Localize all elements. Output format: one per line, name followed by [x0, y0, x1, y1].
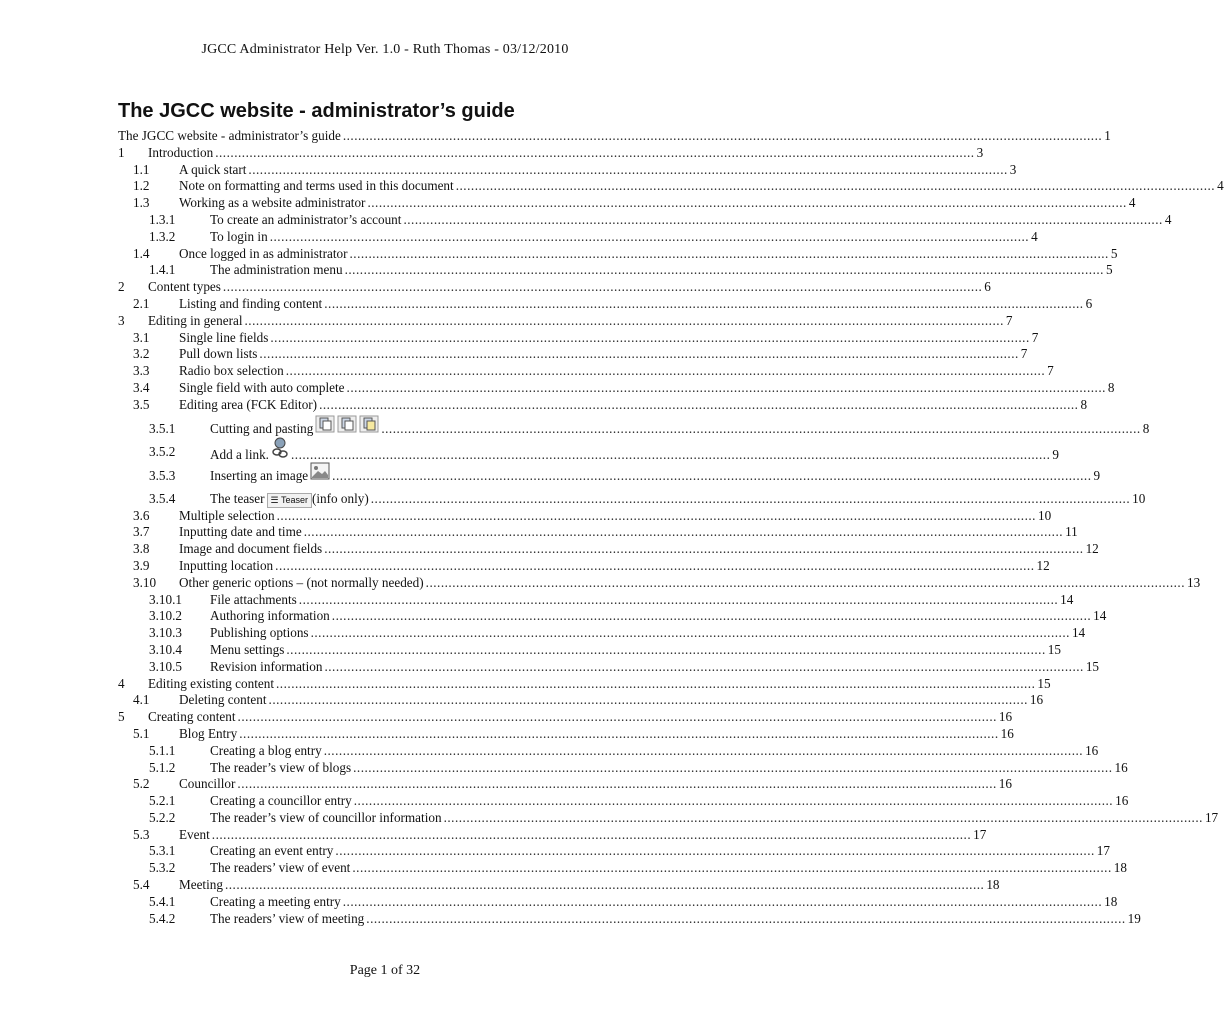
- toc-page-number: 4: [1031, 228, 1038, 244]
- toc-leader-dots: ........................................................................................................................................................................................................: [244, 312, 1004, 328]
- toc-page-number: 14: [1071, 625, 1086, 641]
- toc-leader-dots: ........................................................................................................................................................................................................: [332, 467, 1092, 483]
- toc-entry[interactable]: [0, 195, 1136, 212]
- toc-title: File attachments: [210, 591, 297, 607]
- toc-number: 5: [118, 709, 125, 725]
- toc-page-number: 15: [1085, 658, 1100, 674]
- toc-leader-dots: ........................................................................................................................................................................................................: [352, 860, 1112, 876]
- page-footer: Page 1 of 32: [349, 963, 421, 978]
- toc-page-number: 18: [1113, 860, 1127, 876]
- toc-title: Note on formatting and terms used in this document: [179, 178, 454, 194]
- toc-entry[interactable]: [0, 128, 1111, 145]
- toc-entry[interactable]: [0, 484, 1146, 508]
- toc-title: The readers’ view of event: [210, 860, 351, 876]
- toc-entry[interactable]: [0, 860, 1127, 877]
- toc-entry[interactable]: [0, 279, 991, 296]
- toc-leader-dots: ........................................................................................................................................................................................................: [342, 128, 1103, 143]
- toc-page-number: 5: [1105, 262, 1113, 278]
- toc-number: 3.10.2: [149, 608, 182, 624]
- toc-number: 1.4: [133, 245, 150, 261]
- toc-title: Introduction: [148, 144, 214, 160]
- toc-title: Deleting content: [179, 692, 267, 708]
- toc-page-number: 4: [1217, 178, 1224, 194]
- toc-page-number: 10: [1132, 491, 1146, 507]
- toc-entry[interactable]: [0, 507, 1052, 525]
- toc-page-number: 8: [1080, 396, 1088, 412]
- toc-entry[interactable]: [0, 524, 1078, 541]
- toc-title: Single field with auto complete: [179, 379, 345, 395]
- toc-leader-dots: ........................................................................................................................................................................................................: [349, 245, 1109, 261]
- toc-title: Meeting: [179, 877, 223, 893]
- toc-leader-dots: ........................................................................................................................................................................................................: [237, 776, 997, 792]
- toc-number: 5.3.1: [149, 843, 176, 859]
- toc-leader-dots: ........................................................................................................................................................................................................: [367, 195, 1127, 211]
- toc-number: 3.1: [133, 329, 150, 345]
- toc-leader-dots: ........................................................................................................................................................................................................: [285, 363, 1046, 379]
- toc-page-number: 18: [1104, 893, 1118, 909]
- toc-leader-dots: ........................................................................................................................................................................................................: [222, 279, 983, 295]
- toc-page-number: 8: [1142, 420, 1150, 436]
- toc-number: 5.4.1: [149, 893, 176, 909]
- toc-entry[interactable]: [0, 379, 1115, 397]
- toc-page-number: 11: [1065, 524, 1078, 540]
- toc-page-number: 14: [1093, 608, 1107, 624]
- toc-title-suffix: (info only): [311, 491, 369, 507]
- toc-entry[interactable]: [0, 910, 1141, 928]
- toc-entry[interactable]: [0, 312, 1013, 330]
- toc-leader-dots: ........................................................................................................................................................................................................: [324, 658, 1084, 674]
- toc-leader-dots: ........................................................................................................................................................................................................: [346, 379, 1106, 395]
- toc-page-number: 7: [1047, 363, 1054, 379]
- toc-number: 3.6: [133, 507, 150, 523]
- toc-page-number: 4: [1128, 195, 1136, 211]
- toc-leader-dots: ........................................................................................................................................................................................................: [443, 809, 1203, 825]
- toc-page-number: 10: [1037, 507, 1052, 523]
- toc-entry[interactable]: [0, 541, 1099, 558]
- teaser-button-icon: [267, 493, 312, 508]
- toc-title: To login in: [210, 228, 268, 244]
- toc-number: 2: [118, 279, 125, 295]
- toc-entry[interactable]: [0, 893, 1118, 911]
- toc-leader-dots: ........................................................................................................................................................................................................: [248, 161, 1008, 177]
- toc-page-number: 12: [1085, 541, 1099, 557]
- toc-page-number: 17: [1204, 809, 1219, 825]
- toc-title: Authoring information: [210, 608, 330, 624]
- toc-leader-dots: ........................................................................................................................................................................................................: [324, 295, 1084, 311]
- toc-entry[interactable]: [0, 144, 984, 162]
- toc-entry[interactable]: [0, 641, 1061, 659]
- toc-title: Radio box selection: [179, 363, 284, 379]
- toc-entry[interactable]: [0, 591, 1074, 609]
- toc-entry[interactable]: [0, 826, 987, 844]
- toc-page-number: 5: [1110, 245, 1118, 261]
- toc-number: 1.3.2: [149, 228, 176, 244]
- toc-leader-dots: ........................................................................................................................................................................................................: [425, 574, 1186, 590]
- toc-number: 5.2: [133, 776, 150, 792]
- toc-leader-dots: ........................................................................................................................................................................................................: [298, 591, 1059, 607]
- toc-page-number: 13: [1187, 574, 1201, 590]
- toc-number: 5.1.2: [149, 759, 176, 775]
- toc-page-number: 16: [998, 776, 1012, 792]
- toc-title: Once logged in as administrator: [179, 245, 348, 261]
- toc-entry[interactable]: [0, 608, 1107, 625]
- toc-entry[interactable]: [0, 414, 1150, 438]
- toc-page-number: 8: [1107, 379, 1115, 395]
- toc-number: 3.7: [133, 524, 150, 540]
- toc-page-number: 16: [1000, 725, 1014, 741]
- toc-title: Creating a councillor entry: [210, 793, 352, 809]
- toc-page-number: 4: [1164, 211, 1172, 227]
- toc-leader-dots: ........................................................................................................................................................................................................: [269, 228, 1030, 244]
- toc-title: Editing in general: [148, 312, 243, 328]
- toc-entry[interactable]: [0, 461, 1101, 485]
- toc-title: Creating content: [148, 709, 236, 725]
- toc-leader-dots: ........................................................................................................................................................................................................: [259, 346, 1019, 362]
- toc-number: 1.1: [133, 161, 150, 177]
- toc-leader-dots: ........................................................................................................................................................................................................: [353, 793, 1114, 809]
- toc-title: Add a link.: [210, 447, 269, 463]
- toc-entry[interactable]: [0, 262, 1113, 279]
- toc-number: 3.5.4: [149, 491, 176, 507]
- toc-entry[interactable]: [0, 228, 1038, 246]
- toc-number: 5.1: [133, 725, 150, 741]
- toc-page-number: 6: [984, 279, 991, 295]
- toc-number: 1.2: [133, 178, 150, 194]
- toc-title: Other generic options – (not normally needed): [179, 574, 424, 590]
- toc-title: Creating a blog entry: [210, 742, 322, 758]
- toc-entry[interactable]: [0, 363, 1054, 380]
- toc-entry[interactable]: [0, 437, 1059, 463]
- toc-number: 1.3.1: [149, 211, 176, 227]
- toc-number: 3.10.5: [149, 658, 182, 674]
- toc-page-number: 17: [973, 826, 987, 842]
- toc-title: Publishing options: [210, 625, 309, 641]
- toc-entry[interactable]: [0, 211, 1172, 229]
- toc-number: 3.5.1: [149, 420, 176, 436]
- toc-number: 1.3: [133, 195, 150, 211]
- toc-page-number: 17: [1096, 843, 1110, 859]
- toc-number: 5.3: [133, 826, 150, 842]
- toc-entry[interactable]: [0, 178, 1224, 195]
- toc-page-number: 14: [1060, 591, 1074, 607]
- toc-title: Listing and finding content: [179, 295, 323, 311]
- toc-leader-dots: ........................................................................................................................................................................................................: [303, 524, 1064, 540]
- toc-entry[interactable]: [0, 161, 1017, 179]
- toc-entry[interactable]: [0, 329, 1039, 347]
- toc-title: Working as a website administrator: [179, 195, 366, 211]
- toc-page-number: 12: [1036, 557, 1050, 573]
- toc-number: 2.1: [133, 295, 150, 311]
- toc-page-number: 7: [1020, 346, 1028, 362]
- toc-title: The reader’s view of blogs: [210, 759, 352, 775]
- toc-page-number: 1: [1104, 128, 1111, 143]
- toc-entry[interactable]: [0, 725, 1014, 743]
- toc-number: 3: [118, 312, 125, 328]
- toc-title: Blog Entry: [179, 725, 238, 741]
- toc-leader-dots: ........................................................................................................................................................................................................: [286, 641, 1046, 657]
- toc-title: Inputting date and time: [179, 524, 302, 540]
- toc-page-number: 3: [1009, 161, 1017, 177]
- toc-title: Inserting an image: [210, 467, 309, 483]
- toc-title: Menu settings: [210, 641, 285, 657]
- toc-entry[interactable]: [0, 742, 1099, 760]
- toc-entry[interactable]: [0, 759, 1128, 777]
- toc-title: To create an administrator’s account: [210, 211, 402, 227]
- toc-title: Councillor: [179, 776, 236, 792]
- toc-number: 3.5.3: [149, 467, 176, 483]
- toc-leader-dots: ........................................................................................................................................................................................................: [323, 742, 1084, 758]
- toc-leader-dots: ........................................................................................................................................................................................................: [276, 675, 1036, 691]
- toc-number: 5.2.2: [149, 809, 176, 825]
- toc-leader-dots: ........................................................................................................................................................................................................: [268, 692, 1028, 708]
- toc-page-number: 16: [1114, 759, 1128, 775]
- toc-entry[interactable]: [0, 809, 1219, 827]
- toc-title: The teaser: [210, 491, 265, 507]
- toc-number: 3.2: [133, 346, 150, 362]
- toc-entry[interactable]: [0, 843, 1110, 860]
- teaser-button-label: ☰ Teaser: [270, 495, 308, 506]
- toc-entry[interactable]: [0, 346, 1028, 363]
- toc-page-number: 16: [1085, 742, 1099, 758]
- toc-title: The reader’s view of councillor information: [210, 809, 442, 825]
- toc-leader-dots: ........................................................................................................................................................................................................: [275, 557, 1035, 573]
- toc-number: 3.4: [133, 379, 150, 395]
- toc-page-number: 15: [1047, 641, 1061, 657]
- toc-title: Editing area (FCK Editor): [179, 396, 318, 412]
- toc-entry[interactable]: [0, 396, 1088, 414]
- table-of-contents: [0, 128, 1224, 927]
- toc-leader-dots: ........................................................................................................................................................................................................: [353, 759, 1113, 775]
- toc-page-number: 6: [1085, 295, 1093, 311]
- toc-number: 5.4: [133, 877, 150, 893]
- toc-number: 5.4.2: [149, 910, 176, 926]
- toc-page-number: 7: [1031, 329, 1039, 345]
- toc-number: 5.2.1: [149, 793, 176, 809]
- toc-entry[interactable]: [0, 793, 1129, 810]
- page-header: JGCC Administrator Help Ver. 1.0 - Ruth Thomas - 03/12/2010: [201, 42, 569, 57]
- toc-leader-dots: ........................................................................................................................................................................................................: [224, 877, 985, 893]
- toc-number: 3.10.4: [149, 641, 182, 657]
- toc-title: Content types: [148, 279, 221, 295]
- toc-entry[interactable]: [0, 709, 1013, 726]
- toc-leader-dots: ........................................................................................................................................................................................................: [270, 329, 1030, 345]
- toc-leader-dots: ........................................................................................................................................................................................................: [290, 447, 1051, 463]
- toc-leader-dots: ........................................................................................................................................................................................................: [239, 725, 999, 741]
- toc-title: Editing existing content: [148, 675, 274, 691]
- toc-leader-dots: ........................................................................................................................................................................................................: [331, 608, 1092, 624]
- toc-number: 4: [118, 675, 125, 691]
- toc-number: 1.4.1: [149, 262, 176, 278]
- toc-leader-dots: ........................................................................................................................................................................................................: [455, 178, 1216, 194]
- toc-title: Creating an event entry: [210, 843, 334, 859]
- toc-page-number: 7: [1005, 312, 1013, 328]
- toc-leader-dots: ........................................................................................................................................................................................................: [381, 420, 1141, 436]
- toc-leader-dots: ........................................................................................................................................................................................................: [276, 507, 1036, 523]
- toc-title: Single line fields: [179, 329, 269, 345]
- toc-entry[interactable]: [0, 675, 1051, 693]
- toc-title: A quick start: [179, 161, 247, 177]
- toc-entry[interactable]: [0, 877, 1000, 894]
- toc-leader-dots: ........................................................................................................................................................................................................: [211, 826, 972, 842]
- toc-title: Cutting and pasting: [210, 420, 314, 436]
- toc-number: 3.3: [133, 363, 150, 379]
- toc-entry[interactable]: [0, 245, 1118, 263]
- toc-page-number: 16: [998, 709, 1013, 725]
- toc-number: 3.5: [133, 396, 150, 412]
- toc-leader-dots: ........................................................................................................................................................................................................: [403, 211, 1163, 227]
- toc-entry[interactable]: [0, 574, 1201, 592]
- toc-page-number: 19: [1127, 910, 1141, 926]
- toc-title: Pull down lists: [179, 346, 258, 362]
- toc-leader-dots: ........................................................................................................................................................................................................: [215, 144, 975, 160]
- toc-number: 3.9: [133, 557, 150, 573]
- toc-title: Revision information: [210, 658, 323, 674]
- toc-leader-dots: ........................................................................................................................................................................................................: [237, 709, 997, 725]
- toc-leader-dots: ........................................................................................................................................................................................................: [342, 893, 1103, 909]
- toc-leader-dots: ........................................................................................................................................................................................................: [310, 625, 1070, 641]
- toc-leader-dots: ........................................................................................................................................................................................................: [366, 910, 1126, 926]
- toc-leader-dots: ........................................................................................................................................................................................................: [324, 541, 1084, 557]
- toc-title: Event: [179, 826, 210, 842]
- toc-entry[interactable]: [0, 557, 1050, 575]
- toc-leader-dots: ........................................................................................................................................................................................................: [344, 262, 1104, 278]
- toc-entry[interactable]: [0, 625, 1086, 642]
- toc-leader-dots: ........................................................................................................................................................................................................: [319, 396, 1079, 412]
- toc-page-number: 9: [1052, 447, 1059, 463]
- toc-title: The JGCC website - administrator’s guide: [118, 128, 341, 143]
- toc-title: The administration menu: [210, 262, 343, 278]
- toc-number: 1: [118, 144, 125, 160]
- toc-title: Multiple selection: [179, 507, 275, 523]
- toc-entry[interactable]: [0, 295, 1093, 313]
- toc-page-number: 18: [986, 877, 1000, 893]
- document-title: The JGCC website - administrator’s guide: [118, 100, 515, 122]
- toc-title: Image and document fields: [179, 541, 323, 557]
- toc-number: 4.1: [133, 692, 150, 708]
- toc-page-number: 16: [1115, 793, 1129, 809]
- toc-entry[interactable]: [0, 776, 1012, 793]
- toc-leader-dots: ........................................................................................................................................................................................................: [335, 843, 1095, 859]
- toc-leader-dots: ........................................................................................................................................................................................................: [370, 491, 1131, 507]
- toc-number: 3.5.2: [149, 444, 176, 460]
- toc-title: Creating a meeting entry: [210, 893, 341, 909]
- toc-title: Inputting location: [179, 557, 274, 573]
- toc-page-number: 9: [1093, 467, 1101, 483]
- toc-entry[interactable]: [0, 658, 1100, 676]
- toc-number: 3.8: [133, 541, 150, 557]
- toc-page-number: 3: [976, 144, 984, 160]
- toc-number: 3.10.1: [149, 591, 182, 607]
- toc-number: 5.1.1: [149, 742, 176, 758]
- toc-entry[interactable]: [0, 692, 1044, 709]
- toc-page-number: 15: [1037, 675, 1051, 691]
- toc-number: 3.10.3: [149, 625, 182, 641]
- toc-title: The readers’ view of meeting: [210, 910, 365, 926]
- toc-number: 3.10: [133, 574, 157, 590]
- toc-page-number: 16: [1029, 692, 1044, 708]
- toc-number: 5.3.2: [149, 860, 176, 876]
